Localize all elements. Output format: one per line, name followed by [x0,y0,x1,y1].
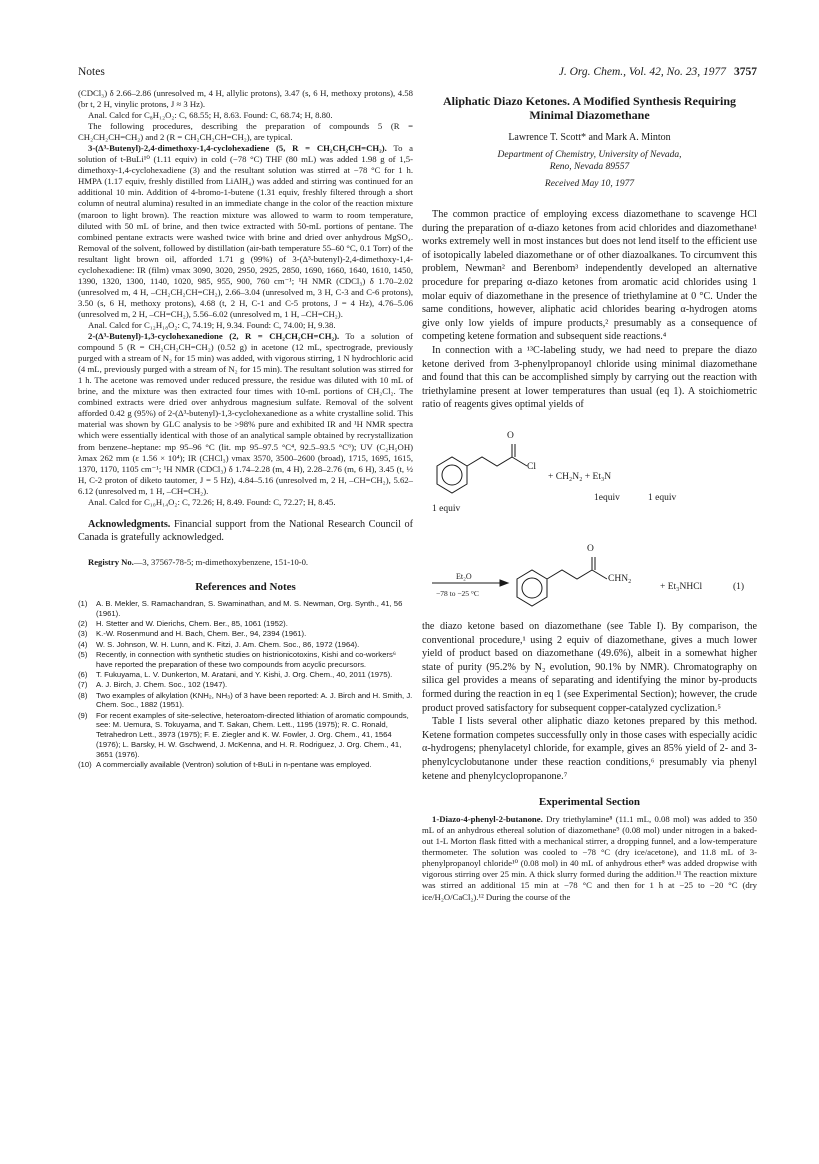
scheme-chn2: CHN₂ [608,574,632,584]
references-heading: References and Notes [195,580,296,593]
scheme-o-top: O [507,431,514,441]
reference-item: (10) A commercially available (Ventron) solution of t-BuLi in n-pentane was employed. [78,760,372,770]
reference-item: (3) K.-W. Rosenmund and H. Bach, Chem. Ber., 94, 2394 (1961). [78,629,307,639]
comparison-paragraph: the diazo ketone based on diazomethane (see Table I). By comparison, the conventional procedure,¹ using 2 equiv of diazomethane, gives a much lower yield of product based on diazomethane (49.6%), albeit in a somewhat higher state of purity (95.2% by N₂ evolution, 90.1% by NMR). Chromatography on silica gel provides a means of separating and identifying the minor by-products formed during the reaction in eq 1 (see Experimental Section); however, the crude product proved satisfactory for subsequent copper-catalyzed cyclization.⁵ [422,621,757,714]
experimental-procedure [422,814,757,902]
compound-2-body: To a solution of compound 5 (R = CH₂CH₂CH=CH₂) (0.52 g) in acetone (12 mL, spectrograde, previously purged with a stream of N₂ for 15 min) was added, with vigorous stirring, 1 N hydrochloric acid (4 mL, previously purged with a stream of N₂ for 15 min). The resultant solution was stirred for 1 h. The acetone was removed under reduced pressure, the residue was diluted with 10 mL of brine, and the mixture was then extracted four times with 10-mL portions of CH₂Cl₂. The combined extracts were dried over anhydrous magnesium sulfate. Removal of the solvent afforded 0.42 g (95%) of 2-(Δ³-butenyl)-1,3-cyclohexanedione as a white crystalline solid. This material was shown by GLC analysis to be >98% pure and exhibited IR and ¹H NMR spectra which were essentially identical with those of an analytical sample obtained by recrystallization from benzene–heptane: mp 95–96 °C (lit. mp 95–97.5 °C⁴, 92.5–93.5 °C⁶); UV (C₂H₅OH) λmax 262 mm (ε 1.56 × 10⁴); IR (CHCl₃) νmax 3570, 3500–2600 (broad), 1715, 1695, 1615, 1370, 1170, 1105 cm⁻¹; ¹H NMR (CDCl₃) δ 1.74–2.28 (m, 4 H), 2.28–2.76 (m, 6 H), 3.45 (t, ½ H, C-2 proton of diketo tautomer, J = 5 Hz), 4.84–5.16 (unresolved m, 2 H, –CH=CH₂), 5.62–6.12 (unresolved m, 1 H, –CH=CH₂). [78,331,413,496]
registry-body: —3, 37567-78-5; m-dimethoxybenzene, 151-10-0. [133,556,309,567]
labeling-paragraph: In connection with a ¹³C-labeling study, we had need to prepare the diazo ketone derived from 3-phenylpropanoyl chloride using minimal diazomethane and found that this can be accomplished simply by carrying out the reaction with triethylamine present at lower temperatures than usual (eq 1). A stoichiometric ratio of reagents gives optimal yields of [422,345,757,411]
nmr-continuation: (CDCl₃) δ 2.66–2.86 (unresolved m, 4 H, allylic protons), 3.47 (s, 6 H, methoxy protons), 4.58 (br t, 2 H, vinylic protons, J ≈ 3 Hz). [78,88,413,110]
reference-item: (9) For recent examples of site-selective, heteroatom-directed lithiation of aromatic compounds, see: M. Uemura, S. Tokuyama, and T. Sakan, Chem. Lett., 1195 (1975); R. C. Ronald, Tetrahedron Lett., 3973 (1975); F. E. Ziegler and K. W. Fowler, J. Org. Chem., 41, 1564 (1976); L. Barsky, H. W. Gschwend, J. McKenna, and H. R. Rodriguez, J. Org. Chem., 41, 3651 (1976). [78,710,409,759]
typical-procedures-intro: The following procedures, describing the preparation of compounds 5 (R = CH₂CH₂CH=CH₂) and 2 (R = CH₂CH₂CH=CH₂), are typical. [78,121,413,143]
compound-5-title: 3-(Δ³-Butenyl)-2,4-dimethoxy-1,4-cyclohexadiene (5, R = CH₂CH₂CH=CH₂). [88,143,387,154]
scheme-equiv-c: 1 equiv [648,493,677,503]
reference-item: (2) H. Stetter and W. Dierichs, Chem. Ber., 85, 1061 (1952). [78,618,288,628]
acknowledgments [78,518,413,545]
reference-item: (5) Recently, in connection with synthetic studies on histrionicotoxins, Kishi and co-workers⁶ have reported the preparation of these two compounds from acyclic precursors. [78,649,396,669]
scheme-solvent: Et₂O [456,572,472,581]
compound-5-body: To a solution of t-BuLi¹⁰ (1.11 equiv) in cold (−78 °C) THF (80 mL) was added 1.98 g of 1,5-dimethoxy-1,4-cyclohexadiene (3) and the resultant solution was stirred at −78 °C for 1 h. HMPA (1.17 equiv, freshly distilled from LiAlH₄) was added and stirring was continued for an additional 10 min. Addition of 4-bromo-1-butene (1.31 equiv, freshly filtered through a short column of neutral alumina) resulted in an immediate change in the color of the reaction mixture (maroon to light brown). The reaction mixture was allowed to warm to room temperature, diluted with 50 mL of brine, and then twice extracted with 50-mL portions of pentane. The combined pentane extracts were washed twice with brine and dried over anhydrous MgSO₄. Removal of the solvent, followed by distillation (air-bath temperature 55–60 °C, 0.1 Torr) of the resultant light brown oil, afforded 1.71 g (99%) of 3-(Δ³-butenyl)-2,4-dimethoxy-1,4-cyclohexadiene: IR (film) νmax 3090, 3020, 2950, 2925, 2850, 1690, 1660, 1640, 1610, 1450, 1390, 1320, 1300, 1140, 1020, 985, 955, 900, 760 cm⁻¹; ¹H NMR (CDCl₃) δ 1.70–2.02 (unresolved m, 4 H, –CH₂CH₂CH=CH₂), 2.66–3.04 (unresolved m, 3 H, C-3 and C-6 protons), 3.50 (s, 6 H, methoxy protons), 4.68 (t, 2 H, C-1 and C-5 protons, J = 4 Hz), 4.76–5.06 (unresolved m, 2 H, –CH=CH₂), 5.56–6.02 (unresolved m, 1 H, –CH=CH₂). [78,143,413,319]
reference-item: (8) Two examples of alkylation (KNH₂, NH₃) of 3 have been reported: A. J. Birch and H. Smith, J. Chem. Soc., 1882 (1951). [78,690,413,710]
compound-2-title: 2-(Δ³-Butenyl)-1,3-cyclohexanedione (2, R = CH₂CH₂CH=CH₂). [88,331,340,342]
analysis-3: Anal. Calcd for C₁₀H₁₄O₂: C, 72.26; H, 8.49. Found: C, 72.27; H, 8.45. [88,496,336,507]
scheme-o-bottom: O [587,544,594,554]
analysis-2: Anal. Calcd for C₁₂H₁₈O₂: C, 74.19; H, 9.34. Found: C, 74.00; H, 9.38. [88,319,336,330]
acknowledgments-body: Financial support from the National Research Council of Canada is gratefully acknowledged. [78,518,413,544]
scheme-byproduct: + Et₃NHCl [660,582,703,592]
acknowledgments-title: Acknowledgments. [88,518,171,530]
experimental-compound-title: 1-Diazo-4-phenyl-2-butanone. [432,814,543,825]
scheme-equiv-a: 1 equiv [432,504,461,514]
scheme-cl: Cl [527,462,536,472]
page-number: 3757 [734,66,757,78]
right-column [422,88,757,903]
running-head-left: Notes [78,66,105,78]
references-list [78,599,413,770]
compound-2-procedure [78,331,413,497]
reference-item: (4) W. S. Johnson, W. H. Lunn, and K. Fitzi, J. Am. Chem. Soc., 86, 1972 (1964). [78,639,360,649]
left-column [78,88,413,770]
scheme-equation-number: (1) [733,582,745,592]
article-title: Aliphatic Diazo Ketones. A Modified Synthesis Requiring Minimal Diazomethane [442,94,737,122]
registry-numbers [78,557,413,568]
received-date: Received May 10, 1977 [544,179,635,190]
reference-item: (7) A. J. Birch, J. Chem. Soc., 102 (1947). [78,680,228,690]
scheme-equiv-b: 1equiv [594,493,620,503]
reference-item: (1) A. B. Mekler, S. Ramachandran, S. Swaminathan, and M. S. Newman, Org. Synth., 41, 56 (1961). [78,598,403,618]
experimental-heading: Experimental Section [538,796,641,809]
journal-citation: J. Org. Chem., Vol. 42, No. 23, 1977 [558,66,726,78]
reference-item: (6) T. Fukuyama, L. V. Dunkerton, M. Aratani, and Y. Kishi, J. Org. Chem., 40, 2011 (1975). [78,669,393,679]
registry-title: Registry No. [88,556,134,567]
reaction-scheme [422,416,757,662]
reaction-scheme-drawing [422,416,757,662]
compound-5-procedure [78,143,413,320]
intro-paragraph: The common practice of employing excess diazomethane to scavenge HCl during the preparation of α-diazo ketones from acid chlorides and diazomethane¹ works extremely well in most instances but does not lend itself to the efficient use of isotopically labeled diazomethane or of other diazoalkanes. To circumvent this problem, Newman² and Berenbom³ independently developed an alternative procedure for preparing α-diazo ketones from aromatic acid chlorides using 1 molar equiv of diazomethane in the presence of triethylamine at 0 °C. Under the same conditions, however, aliphatic acid chlorides bearing α-hydrogen atoms give only low yields of impure products,² presumably as a consequence of competing ketene formation and subsequent side reactions.⁴ [422,209,757,343]
running-head-right [559,66,757,78]
analysis-1: Anal. Calcd for C₈H₁₂O₂: C, 68.55; H, 8.63. Found: C, 68.74; H, 8.80. [88,110,333,121]
table-discussion-paragraph: Table I lists several other aliphatic diazo ketones prepared by this method. Ketene formation competes successfully only in those cases with especially acidic α-hydrogens; phenylacetyl chloride, for example, gives an 85% yield of 2- and 3-phenylcyclobutanone under these reaction conditions,⁶ presumably via phenyl ketene and phenylcyclopropanone.⁷ [422,716,757,782]
experimental-body: Dry triethylamine⁸ (11.1 mL, 0.08 mol) was added to 350 mL of an anhydrous ethereal solution of diazomethane⁹ (0.08 mol) under nitrogen in a baked-out 1-L Morton flask fitted with a mechanical stirrer, a dropping funnel, and a low-temperature thermometer. The solution was cooled to −78 °C (dry ice/acetone), and 11.8 mL of 3-phenylpropanoyl chloride¹⁰ (0.08 mol) in 40 mL of anhydrous ether⁸ was added dropwise with vigorous stirring over 25 min. A thick slurry formed during the addition.¹¹ The reaction mixture was stirred an additional 15 min at −78 °C and then for 1 h at −25 to −20 °C (dry ice/H₂O/CaCl₂).¹² During the course of the [422,814,757,902]
affiliation: Department of Chemistry, University of Nevada, Reno, Nevada 89557 [497,150,682,173]
scheme-reagents: + CH₂N₂ + Et₃N [548,472,612,482]
scheme-temperature: −78 to −25 °C [436,589,479,598]
authors: Lawrence T. Scott* and Mark A. Minton [508,132,671,143]
